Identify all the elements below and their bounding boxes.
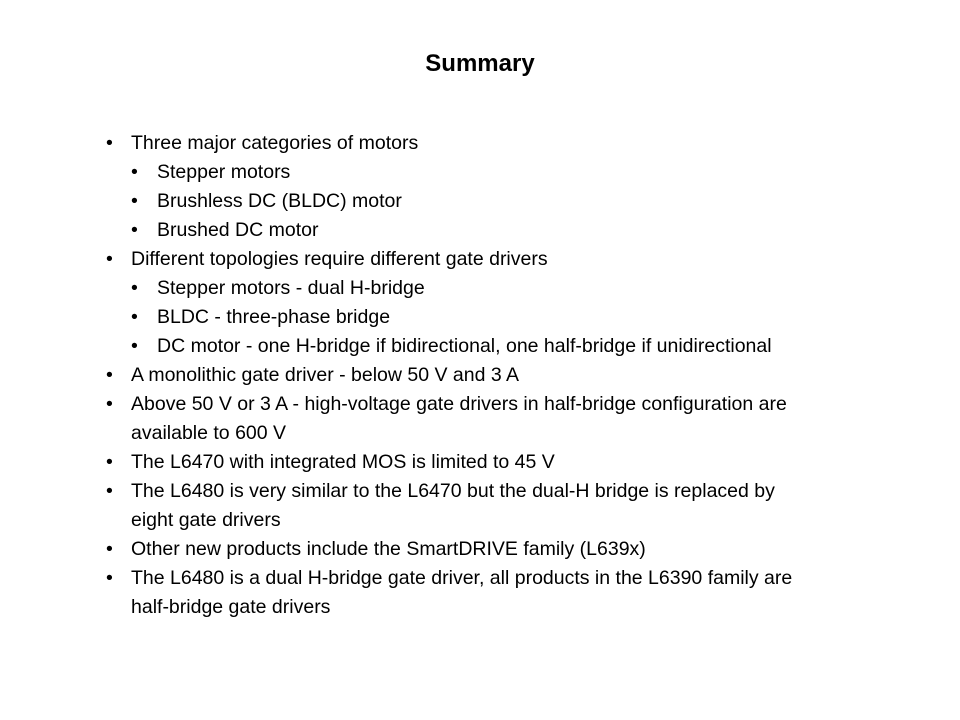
bullet-text: Three major categories of motors: [131, 132, 419, 154]
bullet-text: Stepper motors - dual H-bridge: [157, 277, 425, 299]
bullet-list: [106, 129, 806, 622]
bullet-item: [106, 129, 806, 158]
bullet-dot-icon: •: [106, 132, 113, 154]
sub-bullet-item: [106, 303, 806, 332]
bullet-item: [106, 448, 806, 477]
bullet-dot-icon: •: [106, 480, 113, 502]
sub-bullet-item: [106, 187, 806, 216]
bullet-dot-icon: •: [106, 364, 113, 386]
bullet-dot-icon: •: [106, 393, 113, 415]
bullet-text: The L6470 with integrated MOS is limited to 45 V: [131, 451, 555, 473]
bullet-text: DC motor - one H-bridge if bidirectional, one half-bridge if unidirectional: [157, 335, 772, 357]
bullet-dot-icon: •: [131, 277, 138, 299]
bullet-text: Above 50 V or 3 A - high-voltage gate drivers in half-bridge configuration are available to 600 V: [131, 393, 787, 444]
bullet-text: BLDC - three-phase bridge: [157, 306, 391, 328]
sub-bullet-item: [106, 216, 806, 245]
bullet-item: [106, 245, 806, 274]
bullet-text: The L6480 is a dual H-bridge gate driver, all products in the L6390 family are half-bridge gate drivers: [131, 567, 793, 618]
bullet-dot-icon: •: [131, 335, 138, 357]
bullet-text: A monolithic gate driver - below 50 V and 3 A: [131, 364, 520, 386]
bullet-item: [106, 390, 806, 448]
bullet-item: [106, 477, 806, 535]
slide-title: Summary: [425, 50, 535, 77]
bullet-text: Different topologies require different gate drivers: [131, 248, 548, 270]
bullet-item: [106, 361, 806, 390]
bullet-dot-icon: •: [106, 567, 113, 589]
bullet-item: [106, 535, 806, 564]
bullet-dot-icon: •: [106, 451, 113, 473]
bullet-text: Stepper motors: [157, 161, 291, 183]
bullet-text: Brushed DC motor: [157, 219, 319, 241]
bullet-dot-icon: •: [131, 190, 138, 212]
bullet-dot-icon: •: [131, 161, 138, 183]
bullet-dot-icon: •: [131, 306, 138, 328]
sub-bullet-item: [106, 274, 806, 303]
sub-bullet-item: [106, 158, 806, 187]
bullet-item: [106, 564, 806, 622]
sub-bullet-item: [106, 332, 806, 361]
bullet-text: The L6480 is very similar to the L6470 but the dual-H bridge is replaced by eight gate drivers: [131, 480, 775, 531]
bullet-text: Other new products include the SmartDRIVE family (L639x): [131, 538, 646, 560]
bullet-dot-icon: •: [106, 538, 113, 560]
bullet-text: Brushless DC (BLDC) motor: [157, 190, 402, 212]
bullet-dot-icon: •: [131, 219, 138, 241]
bullet-dot-icon: •: [106, 248, 113, 270]
